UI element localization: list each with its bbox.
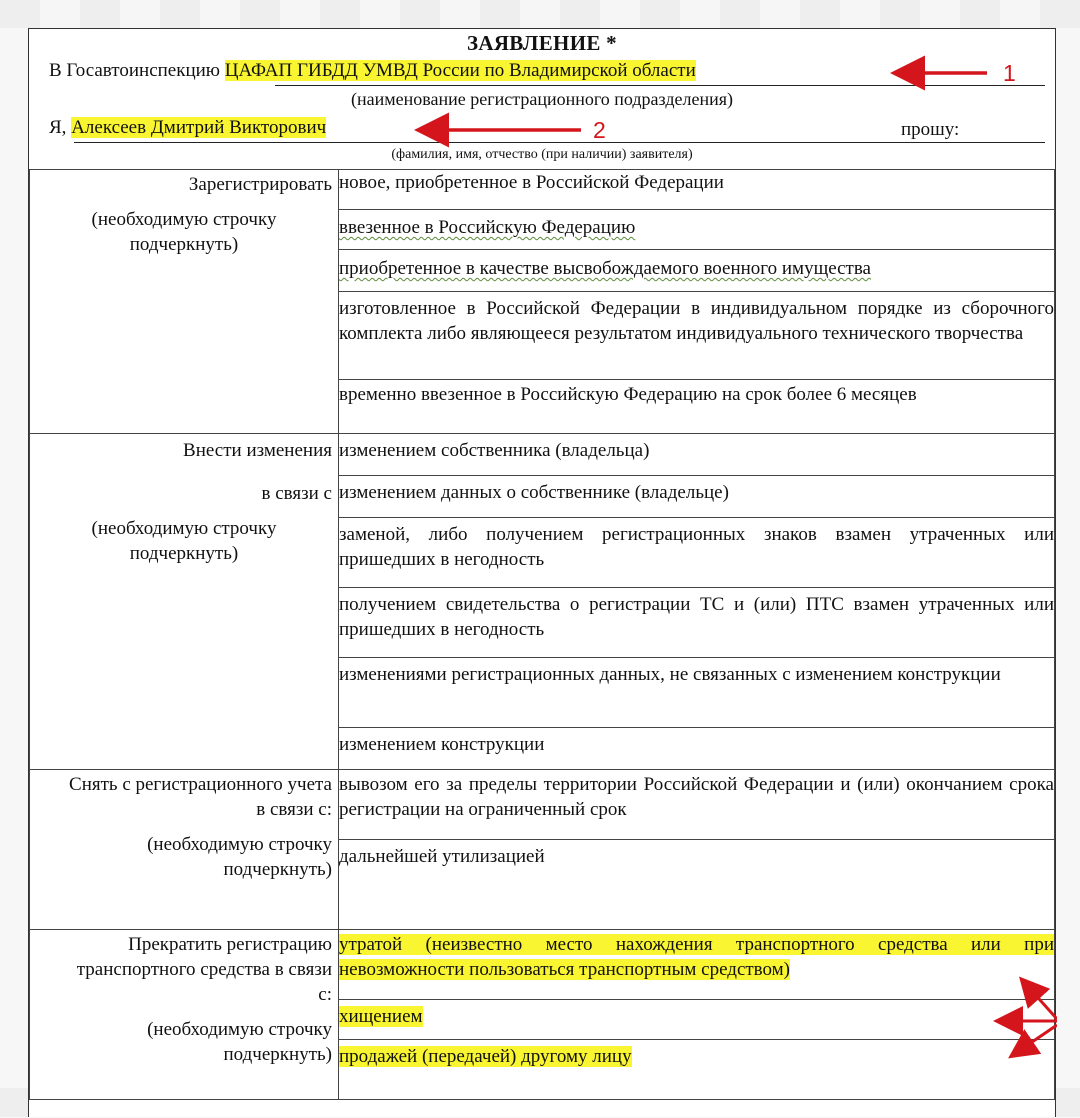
change-option-2[interactable]: изменением данных о собственнике (владельце): [339, 476, 1055, 518]
register-option-5[interactable]: временно ввезенное в Российскую Федерацию на срок более 6 месяцев: [339, 380, 1055, 434]
deregister-label-cell: [30, 770, 339, 930]
deregister-option-2[interactable]: дальнейшей утилизацией: [339, 840, 1055, 930]
change-heading: Внести изменения: [183, 440, 332, 461]
deregister-heading: Снять с регистрационного учета в связи с:: [69, 774, 332, 820]
register-option-3-text: приобретенное в качестве высвобождаемого военного имущества: [339, 258, 871, 279]
change-row-1: [30, 434, 1055, 476]
authority-prefix: В Госавтоинспекцию: [49, 60, 225, 81]
change-option-1[interactable]: изменением собственника (владельца): [339, 434, 1055, 476]
register-option-2-text: ввезенное в Российскую Федерацию: [339, 217, 636, 238]
authority-caption: (наименование регистрационного подразделения): [350, 89, 733, 109]
change-label-cell: [30, 434, 339, 770]
application-form: [28, 28, 1056, 1117]
deregister-row-1: [30, 770, 1055, 840]
authority-line: [49, 60, 696, 82]
change-option-3[interactable]: заменой, либо получением регистрационных знаков взамен утраченных или пришедших в негодность: [339, 518, 1055, 588]
annotation-number-1: 1: [1003, 60, 1016, 86]
terminate-note: (необходимую строчку подчеркнуть): [147, 1019, 332, 1065]
register-option-2[interactable]: [339, 210, 1055, 250]
register-label-cell: [30, 170, 339, 434]
register-note: (необходимую строчку подчеркнуть): [91, 209, 277, 255]
register-option-4[interactable]: изготовленное в Российской Федерации в индивидуальном порядке из сборочного комплекта либо являющееся результатом индивидуального технического творчества: [339, 292, 1055, 380]
register-row-1: [30, 170, 1055, 210]
register-option-3[interactable]: [339, 250, 1055, 292]
terminate-heading: Прекратить регистрацию транспортного средства в связи с:: [76, 934, 332, 1005]
options-table: [29, 169, 1055, 1100]
change-option-4[interactable]: получением свидетельства о регистрации ТС и (или) ПТС взамен утраченных или пришедших в негодность: [339, 588, 1055, 658]
terminate-label-cell: [30, 930, 339, 1100]
top-background-strip: [0, 0, 1080, 28]
change-option-6[interactable]: изменением конструкции: [339, 728, 1055, 770]
annotation-number-2: 2: [593, 117, 606, 143]
terminate-row-1: [30, 930, 1055, 1000]
change-note: (необходимую строчку подчеркнуть): [91, 518, 277, 564]
authority-value: ЦАФАП ГИБДД УМВД России по Владимирской области: [224, 60, 696, 81]
terminate-option-3-text: продажей (передачей) другому лицу: [339, 1046, 632, 1067]
terminate-option-3[interactable]: [339, 1040, 1055, 1100]
applicant-line: [49, 117, 326, 139]
terminate-option-2[interactable]: [339, 1000, 1055, 1040]
applicant-caption: (фамилия, имя, отчество (при наличии) заявителя): [391, 147, 693, 162]
register-option-1[interactable]: новое, приобретенное в Российской Федерации: [339, 170, 1055, 210]
request-word: прошу:: [901, 119, 960, 140]
terminate-option-2-text: хищением: [339, 1006, 423, 1027]
register-heading: Зарегистрировать: [188, 174, 332, 195]
applicant-underline: [74, 142, 1045, 143]
terminate-option-1-text: утратой (неизвестно место нахождения транспортного средства или при невозможности пользоваться транспортным средством): [339, 934, 1054, 980]
applicant-prefix: Я,: [49, 117, 72, 138]
change-subheading: в связи с: [261, 483, 332, 504]
deregister-note: (необходимую строчку подчеркнуть): [147, 834, 332, 880]
change-option-5[interactable]: изменениями регистрационных данных, не связанных с изменением конструкции: [339, 658, 1055, 728]
applicant-value: Алексеев Дмитрий Викторович: [71, 117, 327, 138]
terminate-option-1[interactable]: [339, 930, 1055, 1000]
authority-underline: [275, 85, 1045, 86]
deregister-option-1[interactable]: вывозом его за пределы территории Российской Федерации и (или) окончанием срока регистрации на ограниченный срок: [339, 770, 1055, 840]
form-title: ЗАЯВЛЕНИЕ *: [466, 31, 617, 55]
